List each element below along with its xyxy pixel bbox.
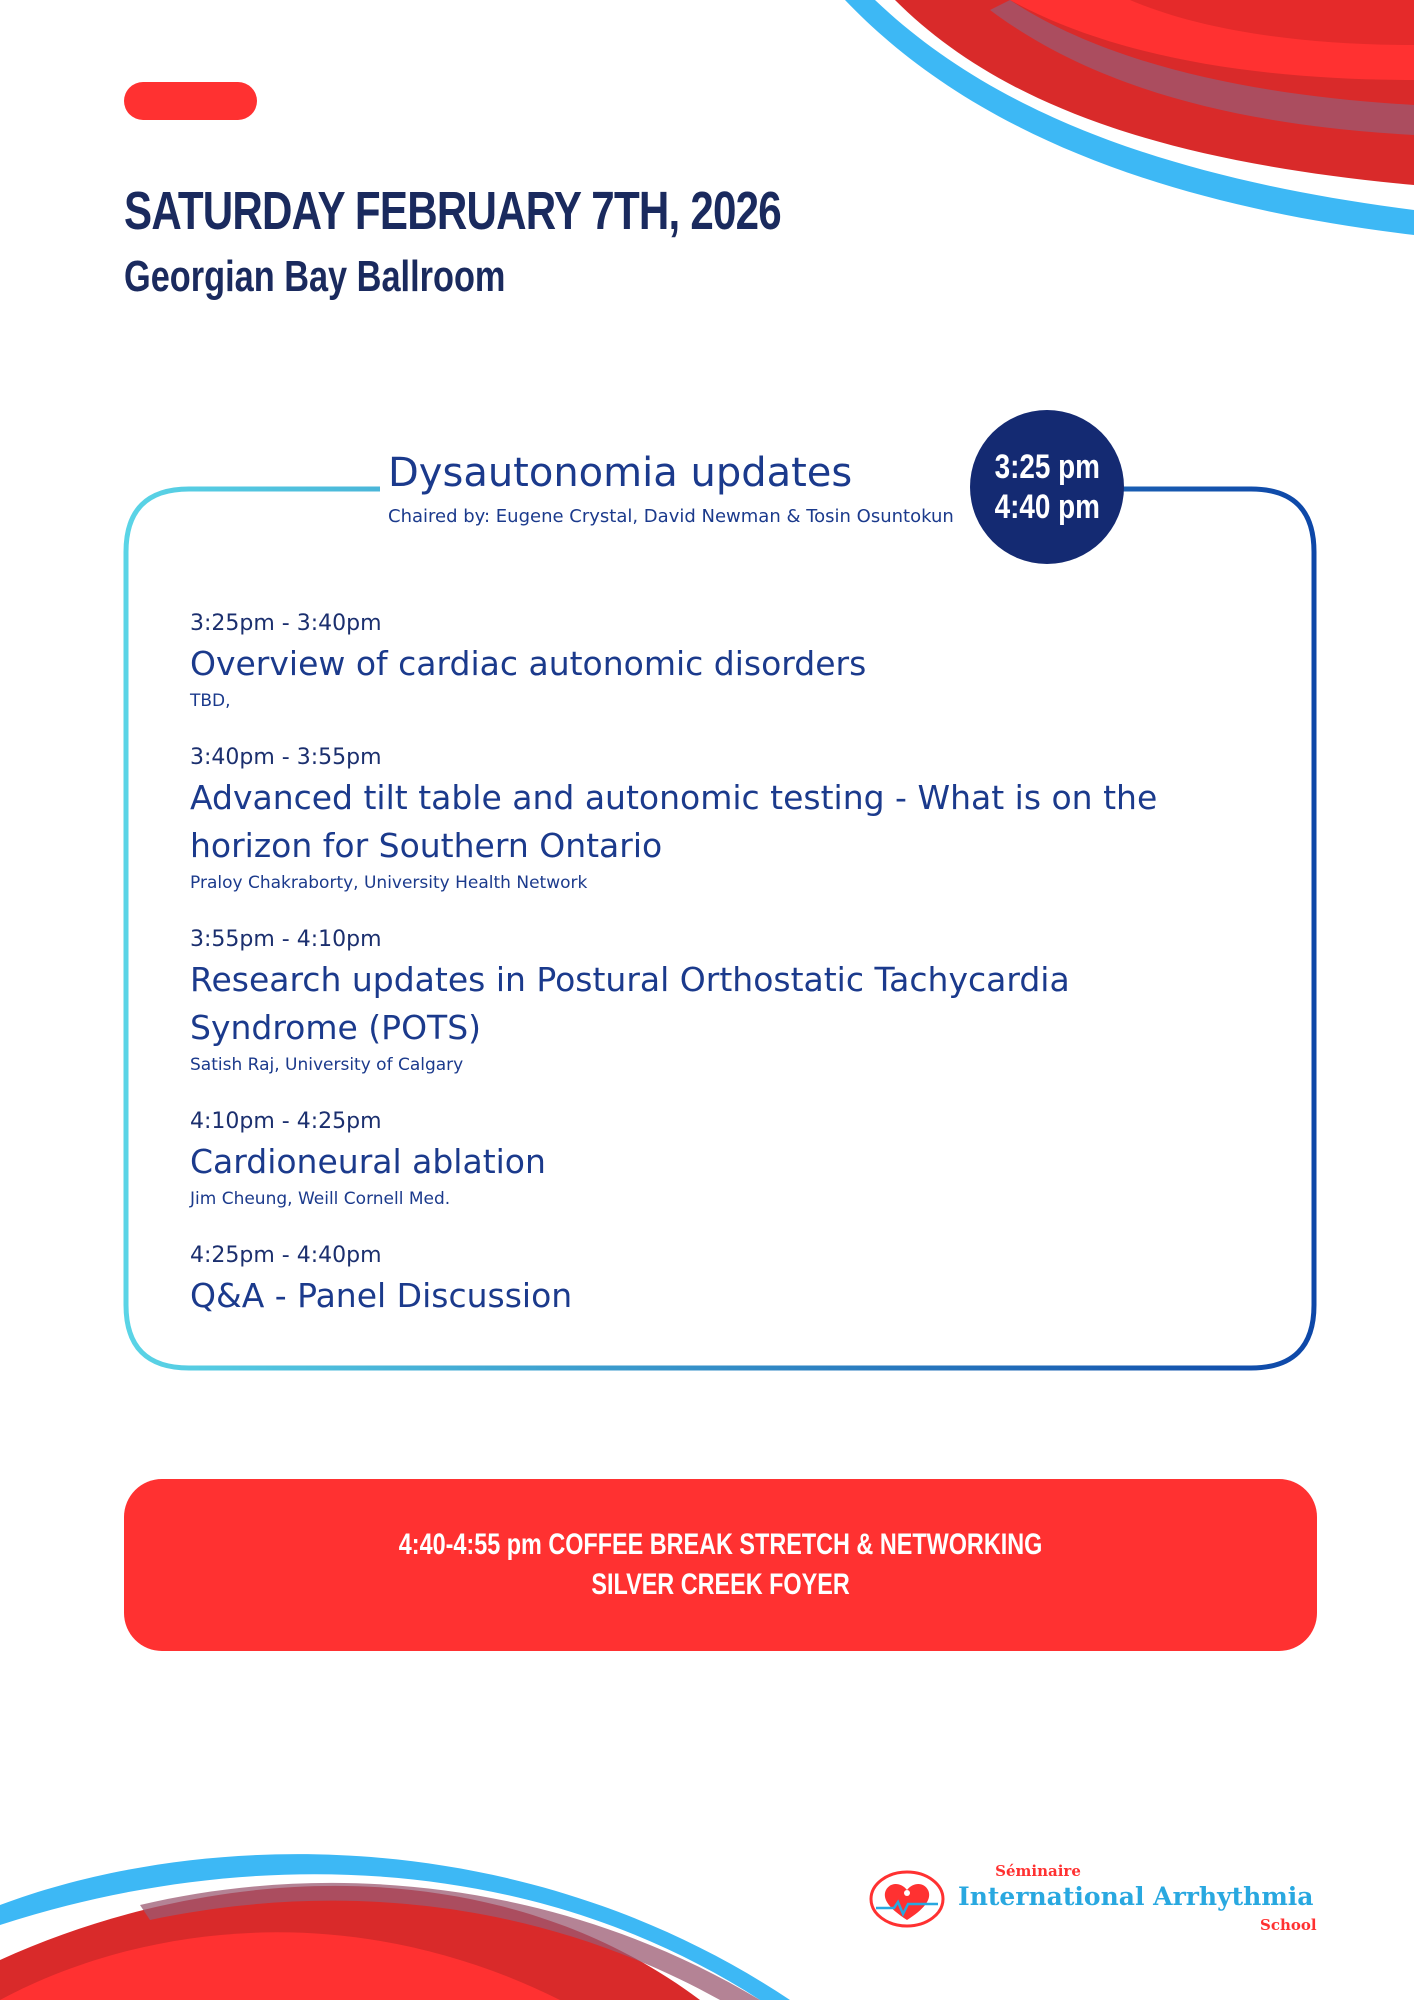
logo-bottom-text: School xyxy=(1260,1916,1317,1934)
agenda-item-time: 4:10pm - 4:25pm xyxy=(190,1109,382,1134)
organizer-logo xyxy=(868,1862,1328,1942)
agenda-item xyxy=(190,742,1190,896)
logo-main-text: International Arrhythmia xyxy=(958,1882,1314,1911)
heart-logo-icon xyxy=(868,1868,946,1930)
agenda-item-time: 3:40pm - 3:55pm xyxy=(190,745,382,770)
agenda-item-time: 3:55pm - 4:10pm xyxy=(190,927,382,952)
session-time-badge xyxy=(970,410,1124,564)
logo-top-text: Séminaire xyxy=(995,1862,1081,1880)
agenda-item-time: 4:25pm - 4:40pm xyxy=(190,1243,382,1268)
agenda-item-speaker: TBD, xyxy=(190,691,231,711)
agenda-item-title: Q&A - Panel Discussion xyxy=(190,1276,573,1315)
session-chairs: Chaired by: Eugene Crystal, David Newman & Tosin Osuntokun xyxy=(388,506,954,527)
break-line-1: 4:40-4:55 pm COFFEE BREAK STRETCH & NETWORKING xyxy=(398,1528,1043,1561)
agenda-item-speaker: Jim Cheung, Weill Cornell Med. xyxy=(190,1189,451,1209)
agenda-item-title: Research updates in Postural Orthostatic Tachycardia Syndrome (POTS) xyxy=(190,960,1070,1047)
agenda-item-speaker: Satish Raj, University of Calgary xyxy=(190,1055,464,1075)
session-title: Dysautonomia updates xyxy=(388,450,853,496)
coffee-break-banner xyxy=(124,1479,1317,1651)
session-start-time: 3:25 pm xyxy=(994,448,1100,486)
agenda-item-time: 3:25pm - 3:40pm xyxy=(190,611,382,636)
break-line-2: SILVER CREEK FOYER xyxy=(591,1568,850,1601)
session-end-time: 4:40 pm xyxy=(994,488,1100,526)
agenda-item-speaker: Praloy Chakraborty, University Health Network xyxy=(190,873,588,893)
agenda-item-title: Advanced tilt table and autonomic testing - What is on the horizon for Southern Ontario xyxy=(190,778,1158,865)
agenda-item xyxy=(190,1240,1190,1320)
agenda-item-title: Overview of cardiac autonomic disorders xyxy=(190,644,867,683)
agenda-list xyxy=(190,608,1190,1320)
agenda-item xyxy=(190,1106,1190,1212)
agenda-item xyxy=(190,924,1190,1078)
event-date: SATURDAY FEBRUARY 7TH, 2026 xyxy=(124,181,781,241)
event-venue: Georgian Bay Ballroom xyxy=(124,252,506,301)
agenda-item-title: Cardioneural ablation xyxy=(190,1142,546,1181)
agenda-item xyxy=(190,608,1190,714)
